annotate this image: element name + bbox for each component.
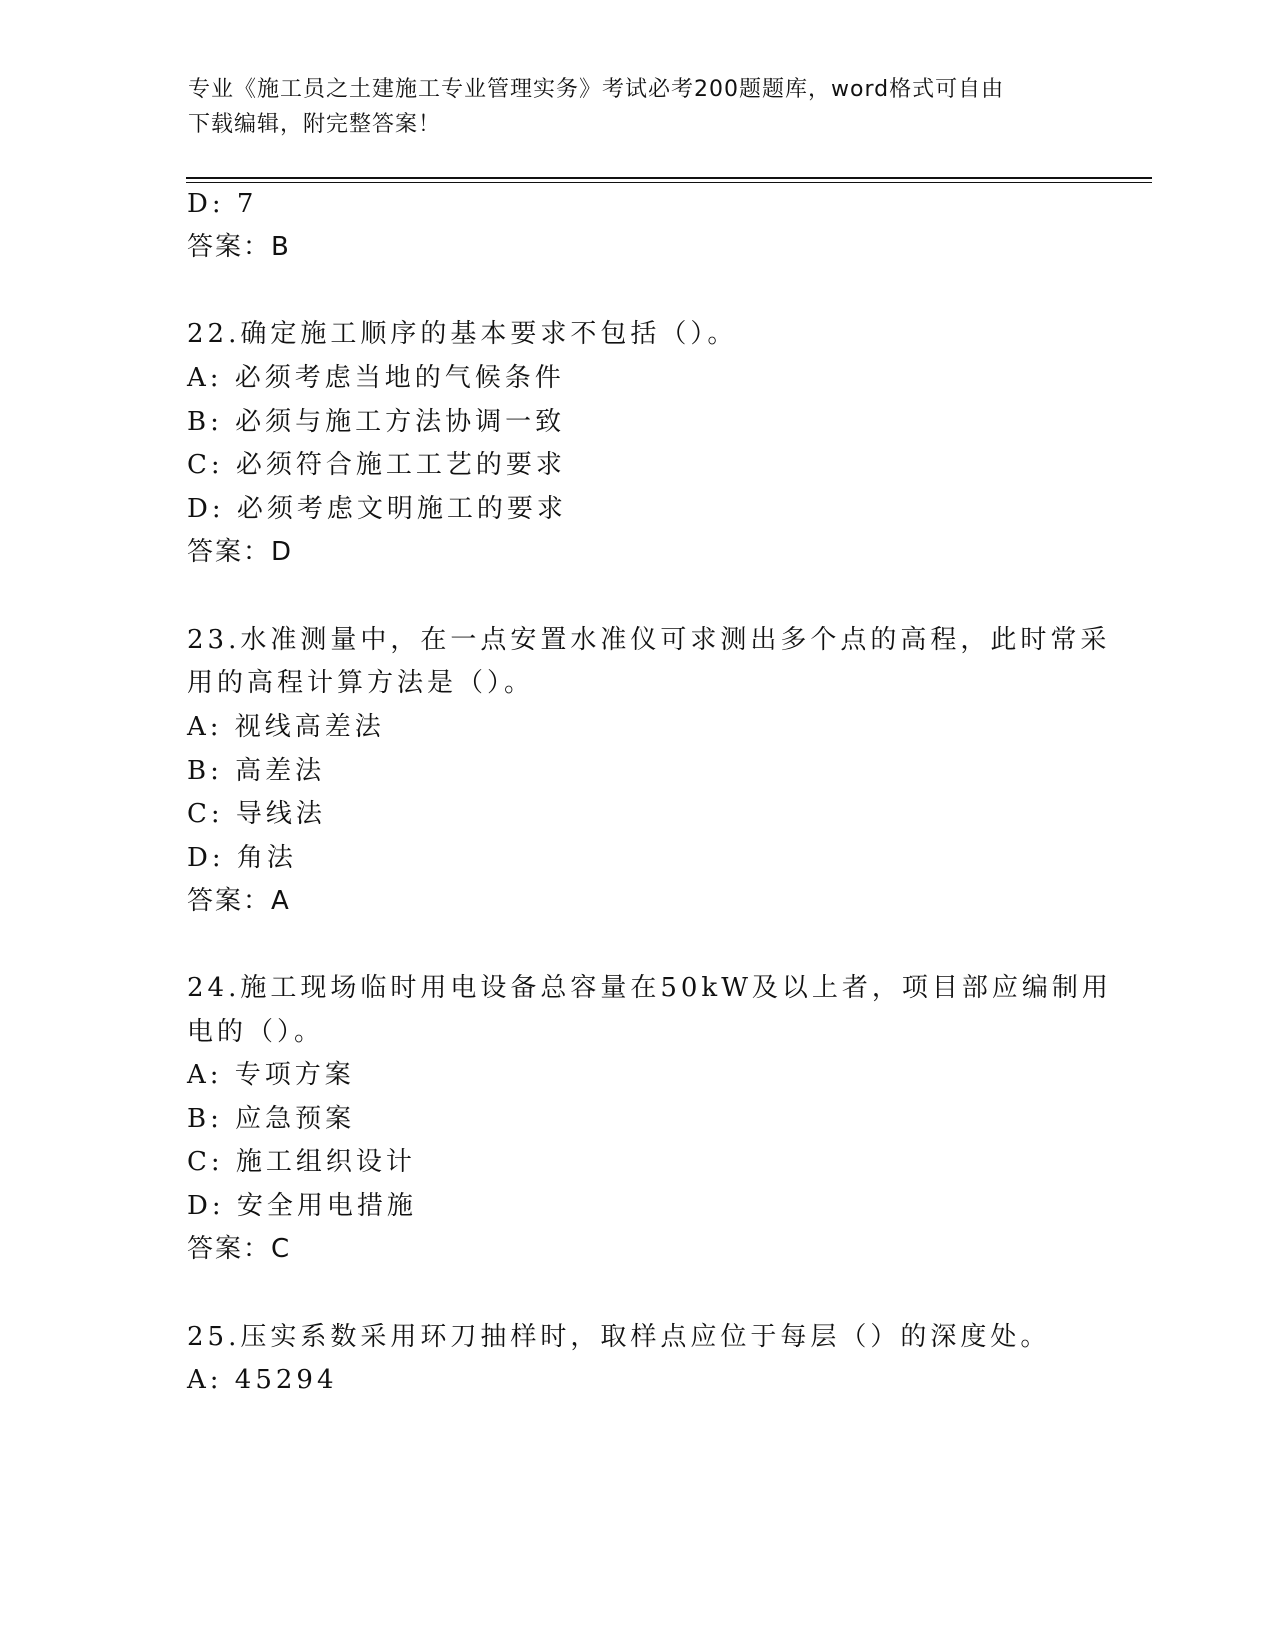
q23-option-b: B: 高差法 — [187, 756, 326, 786]
q22-option-c: C: 必须符合施工工艺的要求 — [187, 450, 566, 480]
q22-option-b: B: 必须与施工方法协调一致 — [187, 407, 566, 437]
q25-stem: 25.压实系数采用环刀抽样时，取样点应位于每层（）的深度处。 — [187, 1322, 1051, 1352]
q24-answer: 答案：C — [187, 1234, 292, 1264]
q22-option-d: D: 必须考虑文明施工的要求 — [187, 494, 567, 524]
document-header — [188, 72, 1088, 142]
header-line-1: 专业《施工员之土建施工专业管理实务》考试必考200题题库，word格式可自由 — [188, 77, 1005, 102]
q22-answer: 答案：D — [187, 537, 294, 567]
q24-option-b: B: 应急预案 — [187, 1104, 356, 1134]
prev-answer: 答案：B — [187, 232, 291, 262]
q24-option-a: A: 专项方案 — [187, 1060, 355, 1090]
q23-stem-line-2: 用的高程计算方法是（）。 — [187, 668, 535, 698]
q24-option-d: D: 安全用电措施 — [187, 1191, 417, 1221]
q23-option-a: A: 视线高差法 — [187, 712, 385, 742]
q24-stem-line-1: 24.施工现场临时用电设备总容量在50kW及以上者，项目部应编制用 — [187, 973, 1112, 1003]
q23-option-d: D: 角法 — [187, 843, 297, 873]
header-divider-thick — [186, 177, 1152, 179]
q22-option-a: A: 必须考虑当地的气候条件 — [187, 363, 565, 393]
q23-answer: 答案：A — [187, 886, 291, 916]
prev-option-d: D: 7 — [187, 189, 258, 219]
q24-stem-line-2: 电的（）。 — [187, 1017, 325, 1047]
q23-option-c: C: 导线法 — [187, 799, 326, 829]
q25-option-a: A: 45294 — [187, 1365, 338, 1395]
q22-stem: 22.确定施工顺序的基本要求不包括（）。 — [187, 319, 738, 349]
header-line-2: 下载编辑，附完整答案！ — [188, 112, 442, 137]
q24-option-c: C: 施工组织设计 — [187, 1147, 416, 1177]
header-divider-thin — [186, 182, 1152, 183]
q23-stem-line-1: 23.水准测量中，在一点安置水准仪可求测出多个点的高程，此时常采 — [187, 625, 1111, 655]
